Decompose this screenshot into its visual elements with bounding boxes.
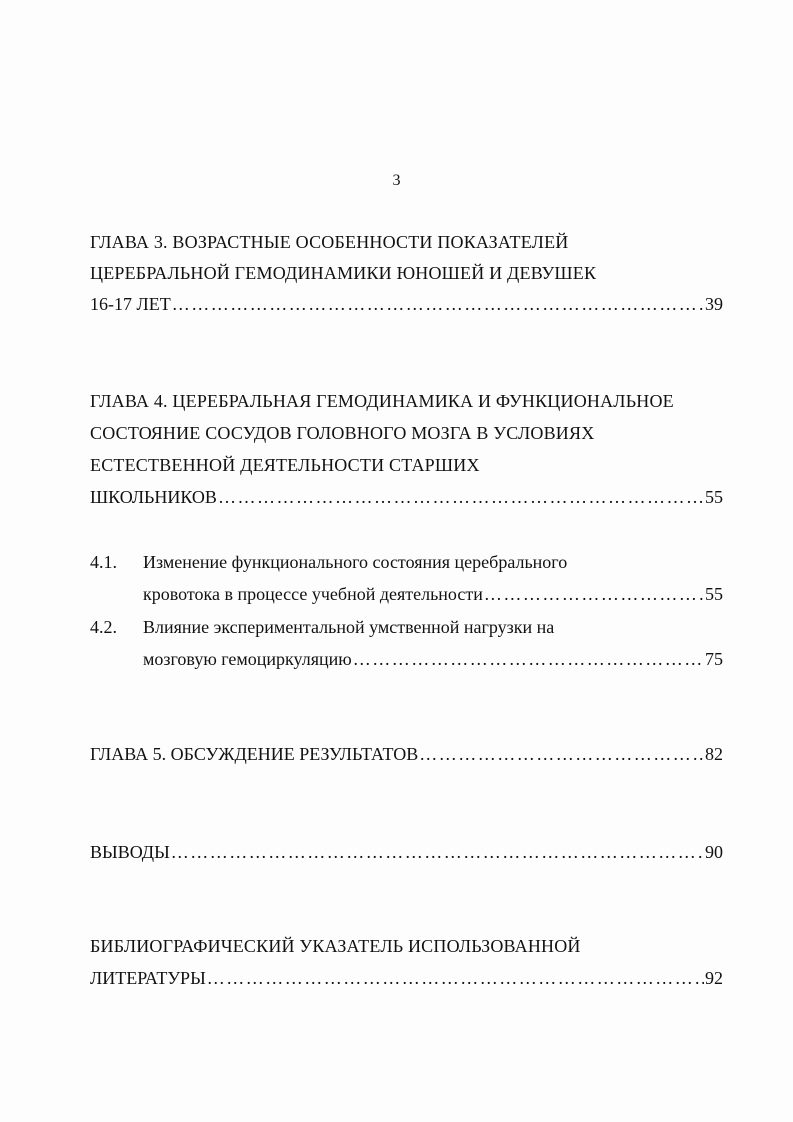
page-number: 3	[392, 172, 401, 189]
bibliography-page: 92	[705, 968, 723, 988]
section-4-1-title-line-1: Изменение функционального состояния церебрального	[143, 552, 568, 572]
chapter-3-page: 39	[705, 294, 723, 314]
section-4-1-title-line-2: кровотока в процессе учебной деятельности	[143, 584, 483, 604]
section-4-2-number: 4.2.	[90, 617, 117, 637]
chapter-3-title-line-1: ГЛАВА 3. ВОЗРАСТНЫЕ ОСОБЕННОСТИ ПОКАЗАТЕЛЕЙ	[90, 232, 569, 252]
chapter-4-title-line-3: ЕСТЕСТВЕННОЙ ДЕЯТЕЛЬНОСТИ СТАРШИХ	[90, 455, 480, 475]
bibliography-entry	[90, 967, 723, 989]
bibliography-title-line-2: ЛИТЕРАТУРЫ	[90, 968, 206, 988]
chapter-5-title: ГЛАВА 5. ОБСУЖДЕНИЕ РЕЗУЛЬТАТОВ	[90, 744, 419, 764]
section-4-2-title-line-1: Влияние экспериментальной умственной нагрузки на	[143, 617, 555, 637]
chapter-3-entry	[90, 293, 723, 315]
chapter-4-title-line-1: ГЛАВА 4. ЦЕРЕБРАЛЬНАЯ ГЕМОДИНАМИКА И ФУНКЦИОНАЛЬНОЕ	[90, 391, 674, 411]
chapter-5-page: 82	[705, 744, 723, 764]
leader-dots	[218, 486, 704, 508]
leader-dots	[484, 583, 704, 605]
section-4-2-entry	[143, 648, 723, 670]
chapter-3-title-line-2: ЦЕРЕБРАЛЬНОЙ ГЕМОДИНАМИКИ ЮНОШЕЙ И ДЕВУШЕК	[90, 263, 597, 283]
chapter-4-title-line-2: СОСТОЯНИЕ СОСУДОВ ГОЛОВНОГО МОЗГА В УСЛОВИЯХ	[90, 423, 595, 443]
section-4-2-page: 75	[705, 649, 723, 669]
section-4-1-number: 4.1.	[90, 552, 117, 572]
section-4-2-title-line-2: мозговую гемоциркуляцию	[143, 649, 352, 669]
section-4-1-page: 55	[705, 584, 723, 604]
leader-dots	[171, 841, 704, 863]
chapter-4-title-line-4: ШКОЛЬНИКОВ	[90, 487, 217, 507]
toc-chapter-5	[90, 743, 723, 765]
chapter-3-title-line-3: 16-17 ЛЕТ	[90, 294, 171, 314]
bibliography-title-line-1: БИБЛИОГРАФИЧЕСКИЙ УКАЗАТЕЛЬ ИСПОЛЬЗОВАННОЙ	[90, 936, 581, 956]
leader-dots	[172, 293, 704, 315]
conclusions-title: ВЫВОДЫ	[90, 842, 170, 862]
section-4-1-entry	[143, 583, 723, 605]
chapter-4-entry	[90, 486, 723, 508]
chapter-4-page: 55	[705, 487, 723, 507]
toc-conclusions	[90, 841, 723, 863]
leader-dots	[353, 648, 704, 670]
leader-dots	[419, 743, 704, 765]
conclusions-page: 90	[705, 842, 723, 862]
leader-dots	[207, 967, 704, 989]
